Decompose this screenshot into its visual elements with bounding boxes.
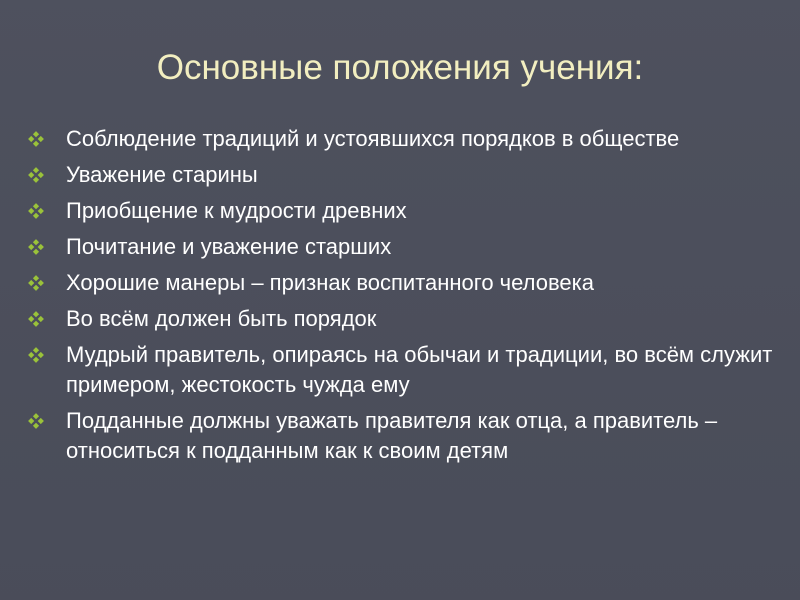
diamond-cluster-bullet-icon (28, 131, 44, 147)
diamond-cluster-bullet-icon (28, 347, 44, 363)
bullet-text: Приобщение к мудрости древних (66, 198, 407, 223)
bullet-item (28, 160, 773, 190)
bullet-item (28, 124, 773, 154)
slide-title: Основные положения учения: (156, 48, 644, 87)
bullet-item (28, 340, 773, 400)
bullet-item (28, 304, 773, 334)
diamond-cluster-bullet-icon (28, 311, 44, 327)
bullet-text: Соблюдение традиций и устоявшихся порядков в обществе (66, 126, 680, 151)
bullet-text: Почитание и уважение старших (66, 234, 392, 259)
bullet-text: Хорошие манеры – признак воспитанного человека (66, 270, 594, 295)
bullet-item (28, 196, 773, 226)
bullet-text: Мудрый правитель, опираясь на обычаи и традиции, во всём служит примером, жестокость чужда ему (66, 342, 773, 397)
bullet-text: Подданные должны уважать правителя как отца, а правитель – относиться к подданным как к своим детям (66, 408, 718, 463)
diamond-cluster-bullet-icon (28, 275, 44, 291)
diamond-cluster-bullet-icon (28, 413, 44, 429)
bullet-text: Во всём должен быть порядок (66, 306, 377, 331)
diamond-cluster-bullet-icon (28, 239, 44, 255)
bullet-item (28, 268, 773, 298)
diamond-cluster-bullet-icon (28, 167, 44, 183)
bullet-list (28, 124, 773, 472)
diamond-cluster-bullet-icon (28, 203, 44, 219)
bullet-item (28, 406, 773, 466)
bullet-item (28, 232, 773, 262)
bullet-text: Уважение старины (66, 162, 258, 187)
